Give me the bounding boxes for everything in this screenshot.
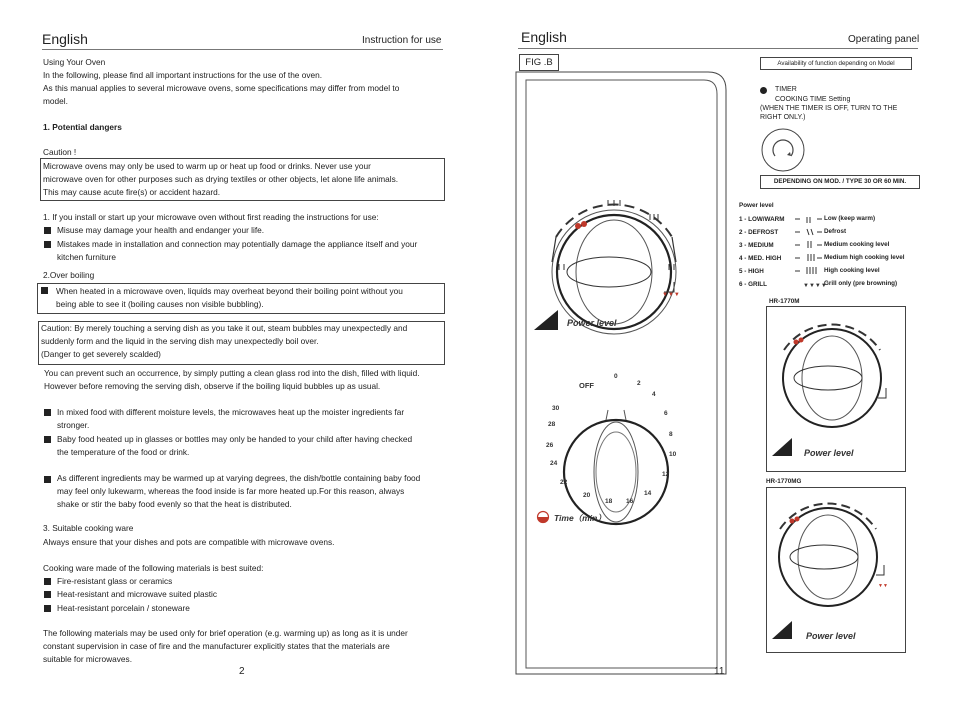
caution2-line: suddenly form and the liquid in the serving dish may unexpectedly boil over. xyxy=(41,336,319,346)
right-language-heading: English xyxy=(521,29,567,45)
ingredients-line: may feel only lukewarm, whereas the food inside is far more heated up.For this reason, always xyxy=(57,486,405,496)
panel-outline xyxy=(516,72,726,674)
right-page-number: 11 xyxy=(714,666,725,677)
mixed-line: Baby food heated up in glasses or bottles may only be handed to your child after having checked xyxy=(57,434,413,444)
type-box: DEPENDING ON MOD. / TYPE 30 OR 60 MIN. xyxy=(760,175,920,189)
caution2-line: Caution: By merely touching a serving dish as you take it out, steam bubbles may unexpectedly and xyxy=(41,323,408,333)
heading-potential-dangers: 1. Potential dangers xyxy=(43,122,122,132)
left-page-number: 2 xyxy=(239,666,245,677)
ingredients-line: shake or stir the baby food evenly so that the heat is distributed. xyxy=(57,499,292,509)
heading-over-boiling: 2.Over boiling xyxy=(43,270,95,280)
figure-label: FIG .B xyxy=(519,54,559,71)
bullet-icon xyxy=(44,591,51,598)
level-right: Medium high cooking level xyxy=(824,254,905,261)
mixed-line: In mixed food with different moisture levels, the microwaves heat up the moister ingredients far xyxy=(57,407,405,417)
materials-intro: Cooking ware made of the following materials is best suited: xyxy=(43,563,264,573)
timer-label: TIMER xyxy=(775,86,797,93)
operating-panel xyxy=(512,72,730,690)
panel-inner-outline xyxy=(526,80,717,668)
power-dial xyxy=(552,200,680,334)
timer-mark: 16 xyxy=(626,498,634,505)
timer-mark: 30 xyxy=(552,405,560,412)
power-level-triangle-icon xyxy=(534,310,558,330)
brief-line: The following materials may be used only for brief operation (e.g. warming up) as long as it is under xyxy=(43,628,408,638)
right-header-rule xyxy=(518,48,918,49)
intro-line: model. xyxy=(43,96,68,106)
material-item: Heat-resistant porcelain / stoneware xyxy=(57,603,190,613)
brief-line: suitable for microwaves. xyxy=(43,654,132,664)
availability-note: Availability of function depending on Model xyxy=(760,57,912,70)
level-symbols xyxy=(795,213,827,293)
caution-line: This may cause acute fire(s) or accident hazard. xyxy=(43,187,221,197)
mixed-line: stronger. xyxy=(57,420,90,430)
left-header-rule xyxy=(42,49,443,50)
intro-line: In the following, please find all important instructions for the use of the oven. xyxy=(43,70,323,80)
timer-mark: 24 xyxy=(550,460,558,467)
level-left: 1 - LOW/WARM xyxy=(739,216,785,223)
panel-hr1770mg xyxy=(766,487,906,653)
right-section-title: Operating panel xyxy=(848,34,920,45)
timer-off-label: OFF xyxy=(579,381,594,390)
bullet-icon xyxy=(41,287,48,294)
timer-mark: 14 xyxy=(644,490,652,497)
brief-line: constant supervision in case of fire and the manufacturer explicitly states that the materials are xyxy=(43,641,390,651)
turn-right-icon xyxy=(759,126,807,174)
boiling-line: When heated in a microwave oven, liquids may overheat beyond their boiling point without you xyxy=(56,286,403,296)
timer-mark: 10 xyxy=(669,451,677,458)
bullet-dot-icon xyxy=(760,87,767,94)
timer-clock-icon xyxy=(536,510,550,524)
ingredients-line: As different ingredients may be warmed up at varying degrees, the dish/bottle containing baby food xyxy=(57,473,421,483)
timer-mark: 6 xyxy=(664,410,668,417)
svg-text:▼▼▼▼: ▼▼▼▼ xyxy=(803,283,827,289)
level-right: Grill only (pre browning) xyxy=(824,280,898,287)
timer-mark: 2 xyxy=(637,380,641,387)
timer-mark: 8 xyxy=(669,431,673,438)
timer-mark: 12 xyxy=(662,471,670,478)
model-label-hr1770mg: HR-1770MG xyxy=(766,478,802,485)
timer-note: (WHEN THE TIMER IS OFF, TURN TO THE xyxy=(760,105,898,112)
mixed-line: the temperature of the food or drink. xyxy=(57,447,190,457)
time-caption: Time（min） xyxy=(554,513,606,523)
level-left: 5 - HIGH xyxy=(739,268,764,275)
item1-bullet-cont: kitchen furniture xyxy=(57,252,117,262)
power-level-caption: Power level xyxy=(567,318,617,328)
caution-label: Caution ! xyxy=(43,147,77,157)
timer-mark: 0 xyxy=(614,373,618,380)
bullet-icon xyxy=(44,409,51,416)
timer-mark: 18 xyxy=(605,498,613,505)
level-right: Medium cooking level xyxy=(824,241,890,248)
timer-mark: 26 xyxy=(546,442,554,449)
bullet-icon xyxy=(44,227,51,234)
level-left: 4 - MED. HIGH xyxy=(739,255,782,262)
power-level-title: Power level xyxy=(739,202,774,209)
intro-line: As this manual applies to several microwave ovens, some specifications may differ from model to xyxy=(43,83,400,93)
bullet-icon xyxy=(44,476,51,483)
caution-line: Microwave ovens may only be used to warm up or heat up food or drinks. Never use your xyxy=(43,161,371,171)
timer-mark: 20 xyxy=(583,492,591,499)
material-item: Fire-resistant glass or ceramics xyxy=(57,576,173,586)
power-level-triangle-icon xyxy=(772,438,792,456)
caution-line: microwave oven for other purposes such as drying textiles or other objects, let alone life animals. xyxy=(43,174,399,184)
power-level-caption-m: Power level xyxy=(804,448,854,458)
item1-bullet: Mistakes made in installation and connection may potentially damage the appliance itself and your xyxy=(57,239,418,249)
material-item: Heat-resistant and microwave suited plastic xyxy=(57,589,218,599)
timer-mark: 28 xyxy=(548,421,556,428)
heading-cooking-ware: 3. Suitable cooking ware xyxy=(43,523,134,533)
bullet-icon xyxy=(44,605,51,612)
item1-bullet: Misuse may damage your health and endanger your life. xyxy=(57,225,265,235)
svg-text:▼▼▼: ▼▼▼ xyxy=(662,292,680,298)
intro-line: Using Your Oven xyxy=(43,57,106,67)
timer-mark: 22 xyxy=(560,479,568,486)
level-left: 2 - DEFROST xyxy=(739,229,779,236)
svg-text:▼▼: ▼▼ xyxy=(878,583,888,589)
power-level-triangle-icon xyxy=(772,621,792,639)
timer-mark: 4 xyxy=(652,391,656,398)
bullet-icon xyxy=(44,578,51,585)
level-left: 3 - MEDIUM xyxy=(739,242,774,249)
bullet-icon xyxy=(44,436,51,443)
cooking-ware-text: Always ensure that your dishes and pots are compatible with microwave ovens. xyxy=(43,537,335,547)
level-right: Low (keep warm) xyxy=(824,215,876,222)
timer-note: RIGHT ONLY.) xyxy=(760,114,806,121)
left-language-heading: English xyxy=(42,31,88,47)
left-section-title: Instruction for use xyxy=(362,35,442,46)
level-right: High cooking level xyxy=(824,267,880,274)
level-right: Defrost xyxy=(824,228,847,235)
bullet-icon xyxy=(44,241,51,248)
cooking-time-label: COOKING TIME Setting xyxy=(775,96,851,103)
prevent-line: You can prevent such an occurrence, by simply putting a clean glass rod into the dish, filled with liquid. xyxy=(44,368,420,378)
timer-dial xyxy=(564,410,668,524)
model-label-hr1770m: HR-1770M xyxy=(769,298,800,305)
caution2-line: (Danger to get severely scalded) xyxy=(41,349,161,359)
prevent-line: However before removing the serving dish, observe if the boiling liquid bubbles up as usual. xyxy=(44,381,381,391)
boiling-line: being able to see it (boiling causes non visible bubbling). xyxy=(56,299,264,309)
power-level-caption-mg: Power level xyxy=(806,631,856,641)
level-left: 6 - GRILL xyxy=(739,281,767,288)
item1-intro: 1. If you install or start up your microwave oven without first reading the instructions for use: xyxy=(43,212,379,222)
